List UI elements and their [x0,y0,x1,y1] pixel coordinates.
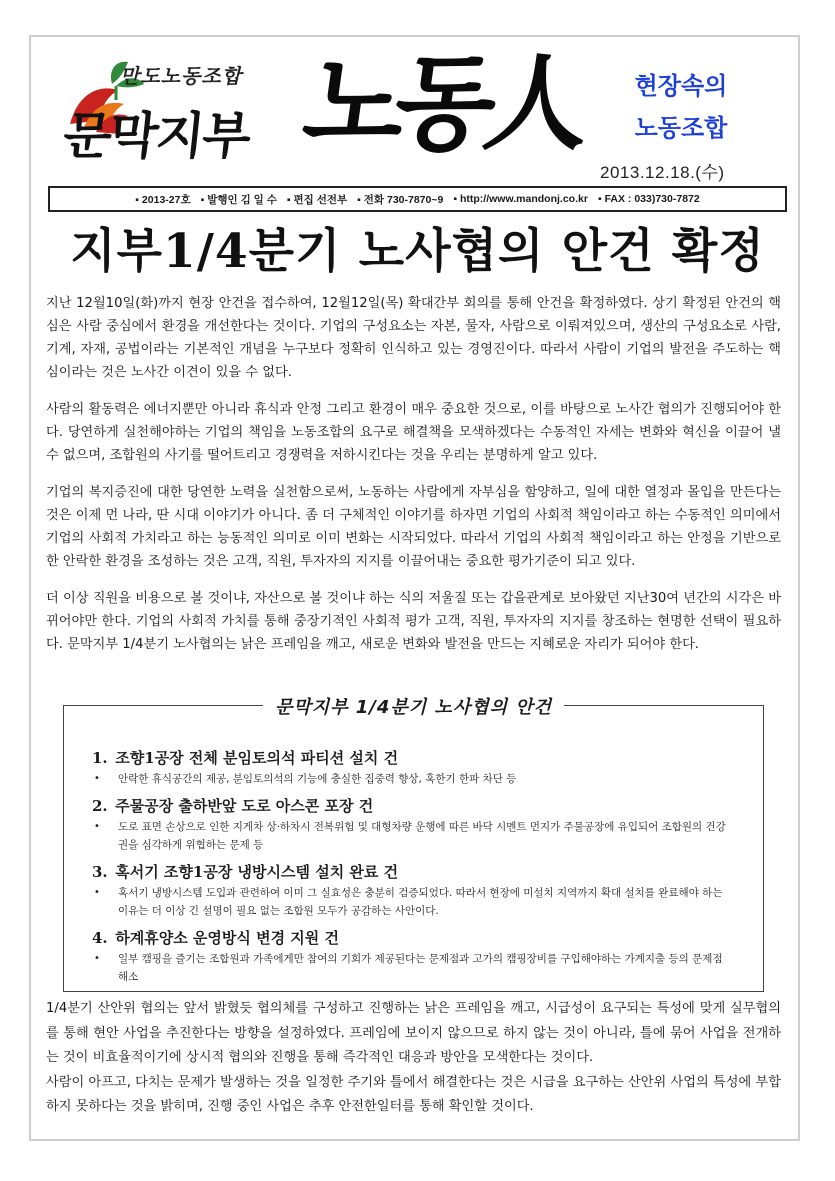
bullet-icon: • [94,953,100,964]
agenda-item [92,794,732,854]
masthead [0,0,835,200]
agenda-list [92,746,732,992]
agenda-item-title: 주물공장 출하반앞 도로 아스콘 포장 건 [115,797,374,815]
paper-title: 노동人 [296,42,589,165]
slogan [606,66,756,150]
agenda-item-note: 도로 표면 손상으로 인한 지게차 상·하차시 전복위험 및 대형차량 운행에 따른 바닥 시멘트 먼지가 주물공장에 유입되어 조합원의 건강권을 심각하게 위협하는 문제 등 [118,821,726,851]
phone: ▪ 전화 730-7870~9 [357,193,444,206]
agenda-title-wrap [64,693,763,719]
editor: ▪ 편집 선전부 [286,193,348,206]
article-body [46,292,781,670]
bullet-icon: • [94,821,100,832]
paragraph: 사람의 활동력은 에너지뿐만 아니라 휴식과 안정 그리고 환경이 매우 중요한 것으로, 이를 바탕으로 노사간 협의가 진행되어야 한다. 당연하게 실천해야하는 기업의 책임을 노동조합의 요구로 해결책을 모색하겠다는 수동적인 자세는 변화와 혁신을 이끌어 낼 수 없으며, 조합원의 사기를 떨어트리고 경쟁력을 저하시킨다는 것을 우리는 분명하게 알고 있다. [46,402,781,463]
agenda-item-number: 1. [92,749,108,767]
union-name: 만도노동조합 [120,64,242,88]
agenda-item-title: 조향1공장 전체 분임토의석 파티션 설치 건 [115,749,399,767]
paragraph: 지난 12월10일(화)까지 현장 안건을 접수하여, 12월12일(목) 확대간부 회의를 통해 안건을 확정하였다. 상기 확정된 안건의 핵심은 사람 중심에서 환경을 개선한다는 것이다. 기업의 구성요소는 자본, 물자, 사람으로 이뤄져있으며, 생산의 구성요소로 사람, 기계, 자재, 공법이라는 기본적인 개념을 누구보다 정확히 인식하고 있는 경영진이다. 따라서 사람이 기업의 발전을 주도하는 핵심이라는 것은 노사간 이견이 있을 수 없다. [46,296,781,380]
agenda-title: 문막지부 1/4분기 노사협의 안건 [263,697,564,718]
publication-info-bar [48,186,787,212]
closing-section [46,997,781,1120]
website-link[interactable]: ▪ http://www.mandonj.co.kr [453,193,588,205]
bullet-icon: • [94,887,100,898]
headline: 지부1/4분기 노사협의 안건 확정 [70,224,765,279]
agenda-item-note: 일부 캠핑을 즐기는 조합원과 가족에게만 참여의 기회가 제공된다는 문제점과 고가의 캠핑장비를 구입해야하는 가계지출 등의 문제점 해소 [118,953,723,983]
agenda-item [92,746,732,788]
agenda-box [63,697,764,992]
agenda-item-number: 2. [92,797,108,815]
agenda-item [92,860,732,920]
branch-name: 문막지부 [60,106,252,165]
agenda-item-number: 3. [92,863,108,881]
agenda-item-note: 혹서기 냉방시스템 도입과 관련하여 이미 그 실효성은 충분히 검증되었다. 따라서 현장에 미설치 지역까지 확대 설치를 완료해야 하는 이유는 더 이상 긴 설명이 필요 없는 조합원 모두가 공감하는 사안이다. [118,887,723,917]
agenda-item-title: 하계휴양소 운영방식 변경 지원 건 [115,929,339,947]
paragraph: 1/4분기 산안위 협의는 앞서 밝혔듯 협의체를 구성하고 진행하는 낡은 프레임을 깨고, 시급성이 요구되는 특성에 맞게 실무협의를 통해 현안 사업을 추진한다는 방향을 설정하였다. 프레임에 보이지 않으므로 하지 않는 것이 아니라, 틀에 묶어 사업을 전개하는 것이 비효율적이기에 상시적 협의와 진행을 통해 즉각적인 대응과 방안을 모색한다는 것이다. [46,1001,781,1065]
paragraph: 더 이상 직원을 비용으로 볼 것이냐, 자산으로 볼 것이냐 하는 식의 저울질 또는 갑을관계로 보아왔던 지난30여 년간의 시각은 바뀌어야만 한다. 기업의 사회적 가치를 통해 중장기적인 사회적 평가 고객, 직원, 투자자의 지지를 창조하는 현명한 선택이 필요하다. 문막지부 1/4분기 노사협의는 낡은 프레임을 깨고, 새로운 변화와 발전을 만드는 지혜로운 자리가 되어야 한다. [46,591,781,652]
fax: ▪ FAX : 033)730-7872 [597,193,700,205]
issue-date: 2013.12.18.(수) [600,163,725,182]
agenda-item-title: 혹서기 조향1공장 냉방시스템 설치 완료 건 [115,863,399,881]
agenda-item-number: 4. [92,929,108,947]
agenda-item-note: 안락한 휴식공간의 제공, 분임토의석의 기능에 충실한 집중력 향상, 혹한기 한파 차단 등 [118,773,517,785]
slogan-line-2: 노동조합 [634,115,728,142]
publisher: ▪ 발행인 김 일 수 [200,193,277,206]
issue-number: ▪ 2013-27호 [135,193,191,206]
bullet-icon: • [94,773,100,784]
slogan-line-1: 현장속의 [634,73,728,100]
paragraph: 사람이 아프고, 다치는 문제가 발생하는 것을 일정한 주기와 틀에서 해결한다는 것은 시급을 요구하는 산안위 사업의 특성에 부합하지 못하다는 것을 밝히며, 진행 중인 사업은 추후 안전한일터를 통해 확인할 것이다. [46,1074,781,1114]
paragraph: 기업의 복지증진에 대한 당연한 노력을 실천함으로써, 노동하는 사람에게 자부심을 함양하고, 일에 대한 열정과 몰입을 만든다는 것은 이제 먼 나라, 딴 시대 이야기가 아니다. 좀 더 구체적인 이야기를 하자면 기업의 사회적 책임이라고 하는 수동적인 의미에서 기업의 사회적 가치라고 하는 능동적인 의미로 이미 변화는 시작되었다. 따라서 기업의 사회적 책임이라고 하는 안정을 기반으로 한 안락한 환경을 조성하는 것은 고객, 직원, 투자자의 지지를 이끌어내는 중요한 평가기준이 되고 있다. [46,485,781,569]
agenda-item [92,926,732,986]
